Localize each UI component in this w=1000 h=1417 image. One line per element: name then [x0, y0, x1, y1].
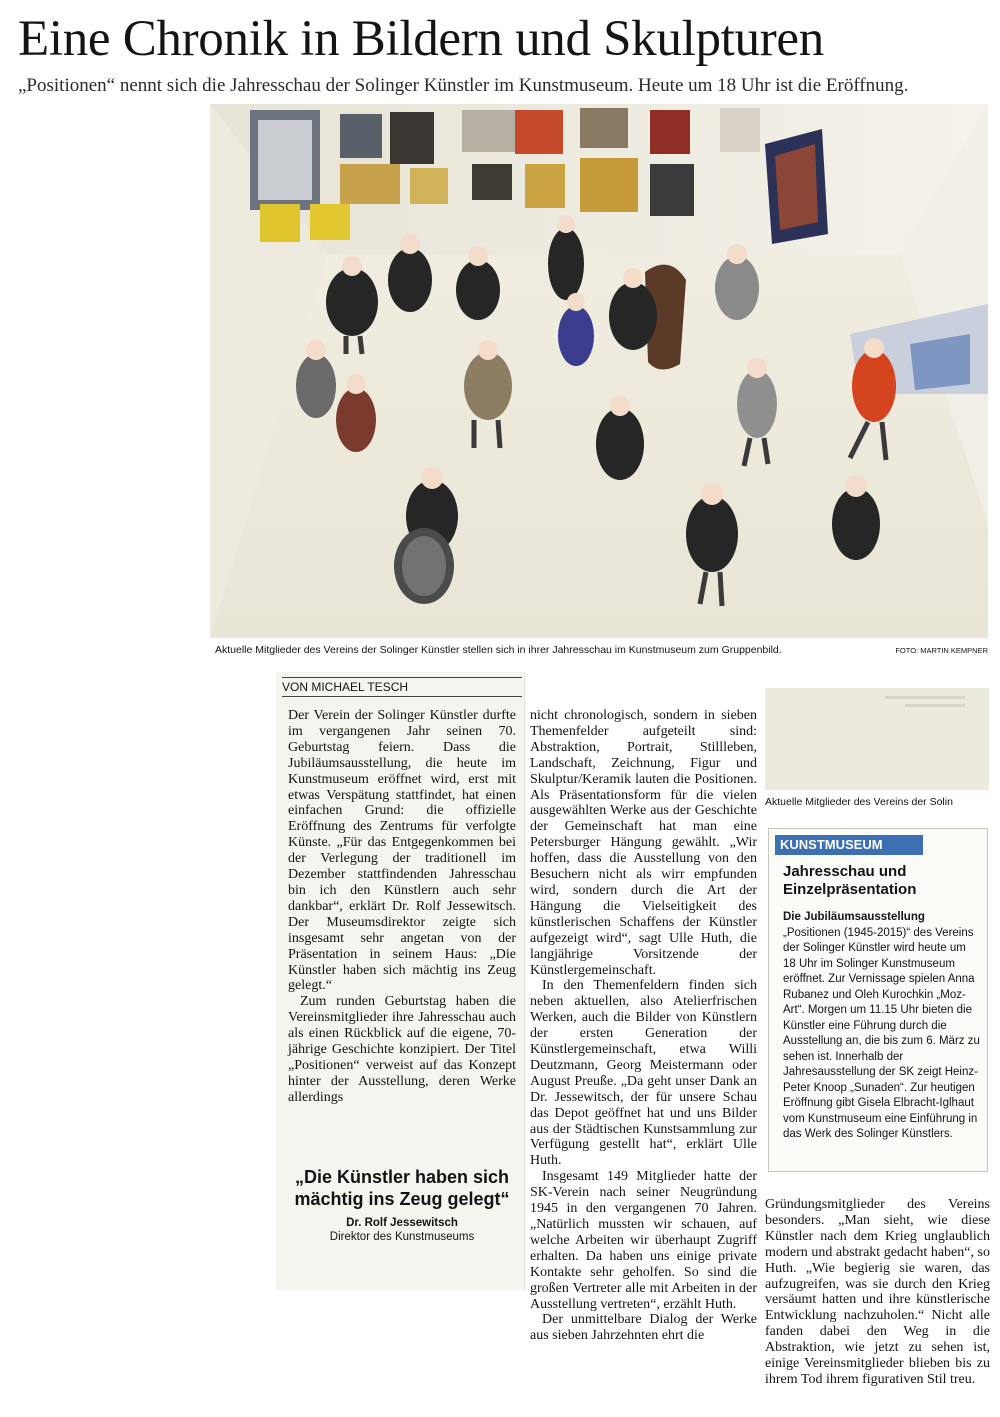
photo-caption: Aktuelle Mitglieder des Vereins der Solinger Künstler stellen sich in ihrer Jahresschau im Kunstmuseum zum Gruppenbild.	[215, 644, 782, 656]
photo-credit: FOTO: MARTIN KEMPNER	[895, 646, 988, 655]
article-column-2	[530, 708, 757, 1344]
paragraph: Der unmittelbare Dialog der Werke aus sieben Jahrzehnten ehrt die	[530, 1312, 757, 1344]
subline: „Positionen“ nennt sich die Jahresschau der Solinger Künstler im Kunstmuseum. Heute um 18 Uhr ist die Eröffnung.	[18, 75, 909, 96]
info-box-title: Jahresschau und Einzelpräsentation	[783, 863, 917, 898]
paragraph: Zum runden Geburtstag haben die Vereinsmitglieder ihre Jahresschau auch als einen Rückblick auf die eigene, 70-jährige Geschichte konzipiert. Der Titel „Positionen“ verweist auf das Konzept hinter der Ausstellung, deren Werke allerdings	[288, 994, 516, 1105]
pull-quote-author: Dr. Rolf Jessewitsch	[346, 1217, 458, 1229]
thumbnail-photo	[765, 688, 989, 790]
paragraph: In den Themenfeldern finden sich neben aktuellen, also Atelierfrischen Werken, auch die Bilder von Künstlern der ersten Generation der Künstlergemeinschaft, etwa Willi Deutzmann, Georg Meistermann oder August Preuße. „Da geht unser Dank an Dr. Jessewitsch, der für unsere Schau das Depot geöffnet hat und uns Bilder aus der Städtischen Kunstsammlung zur Verfügung gestellt hat“, erklärt Ulle Huth.	[530, 978, 757, 1169]
article-column-3	[765, 1197, 990, 1388]
byline-rule	[282, 677, 522, 697]
gallery-photo-illustration	[210, 104, 988, 638]
paragraph: Gründungsmitglieder des Vereins besonders. „Man sieht, wie diese Künstler nach dem Krieg unglaublich modern und abstrakt gedacht haben“, so Huth. „Wie begierig sie waren, das aufzugreifen, was sie durch den Krieg versäumt hatten und ihre künstlerische Entwicklung nachzuholen.“ Nicht alle fanden dabei den Weg in die Abstraktion, wie jetzt zu sehen ist, einige Vereinsmitglieder blieben bis zu ihrem Tod ihrem figurativen Stil treu.	[765, 1197, 990, 1387]
pull-quote	[288, 1162, 516, 1282]
info-box	[768, 828, 988, 1172]
paragraph: Der Verein der Solinger Künstler durfte im vergangenen Jahr seinen 70. Geburtstag feiern. Dass die Jubiläumsausstellung, die heute im Kunstmuseum eröffnet wird, erst mit etwas Verspätung stattfindet, hat einen einfachen Grund: die offizielle Eröffnung des Zentrums für verfolgte Künste. „Für das Entgegenkommen bei der Verlegung der traditionell im Dezember stattfindenden Jahresschau bin ich den Künstlern auch sehr dankbar“, erklärt Dr. Rolf Jessewitsch. Der Museumsdirektor zeigte sich insgesamt sehr angetan von der Präsentation in seinem Haus: „Die Künstler haben sich mächtig ins Zeug gelegt.“	[288, 708, 516, 994]
article-column-1	[288, 708, 516, 1106]
paragraph: nicht chronologisch, sondern in sieben Themenfelder aufgeteilt sind: Abstraktion, Portrait, Stillleben, Landschaft, Zeichnung, Figur und Skulptur/Keramik lauten die Positionen. Als Präsentationsform für die vielen ausgewählten Werke aus der Geschichte der Gemeinschaft hat man eine Petersburger Hängung gewählt. „Wir hoffen, dass die Ausstellung von den Besuchern nicht als wirr empfunden wird, sondern durch die Art der Hängung die Vielseitigkeit des künstlerischen Schaffens der Künstler aufgezeigt wird“, sagt Ulle Huth, die langjährige Vorsitzende der Künstlergemeinschaft.	[530, 708, 757, 978]
byline: VON MICHAEL TESCH	[282, 680, 409, 694]
info-box-lead: Die Jubiläumsausstellung	[783, 911, 925, 923]
pull-quote-text: „Die Künstler haben sich mächtig ins Zeug gelegt“	[294, 1167, 510, 1209]
info-box-body	[783, 910, 981, 1143]
pull-quote-role: Direktor des Kunstmuseums	[329, 1231, 475, 1243]
group-photo	[210, 104, 988, 638]
thumbnail-illustration	[765, 688, 989, 790]
paragraph: Insgesamt 149 Mitglieder hatte der SK-Verein nach seiner Neugründung 1945 in den vergangenen 70 Jahren. „Natürlich mussten wir schauen, auf welche Arbeiten wir überhaupt Zugriff erhalten. Da haben uns einige private Kontakte sehr geholfen. So sind die großen Vertreter alle mit Arbeiten in der Ausstellung vertreten“, erzählt Huth.	[530, 1169, 757, 1312]
thumbnail-caption: Aktuelle Mitglieder des Vereins der Solin	[765, 796, 953, 808]
headline: Eine Chronik in Bildern und Skulpturen	[18, 11, 824, 67]
info-box-tag: KUNSTMUSEUM	[775, 835, 923, 855]
info-box-text: „Positionen (1945-2015)“ des Vereins der Solinger Künstler wird heute um 18 Uhr im Solinger Kunstmuseum eröffnet. Zur Vernissage spielen Anna Rubanez und Oleh Kurochkin „Moz-Art“. Morgen um 11.15 Uhr bieten die Künstler eine Führung durch die Ausstellung an, die bis zum 6. März zu sehen ist. Innerhalb der Jahresausstellung der SK zeigt Heinz-Peter Knoop „Sunaden“. Zur heutigen Eröffnung gibt Gisela Elbracht-Iglhaut vom Kunstmuseum eine Einführung in das Werk des Solinger Künstlers.	[783, 926, 980, 1140]
